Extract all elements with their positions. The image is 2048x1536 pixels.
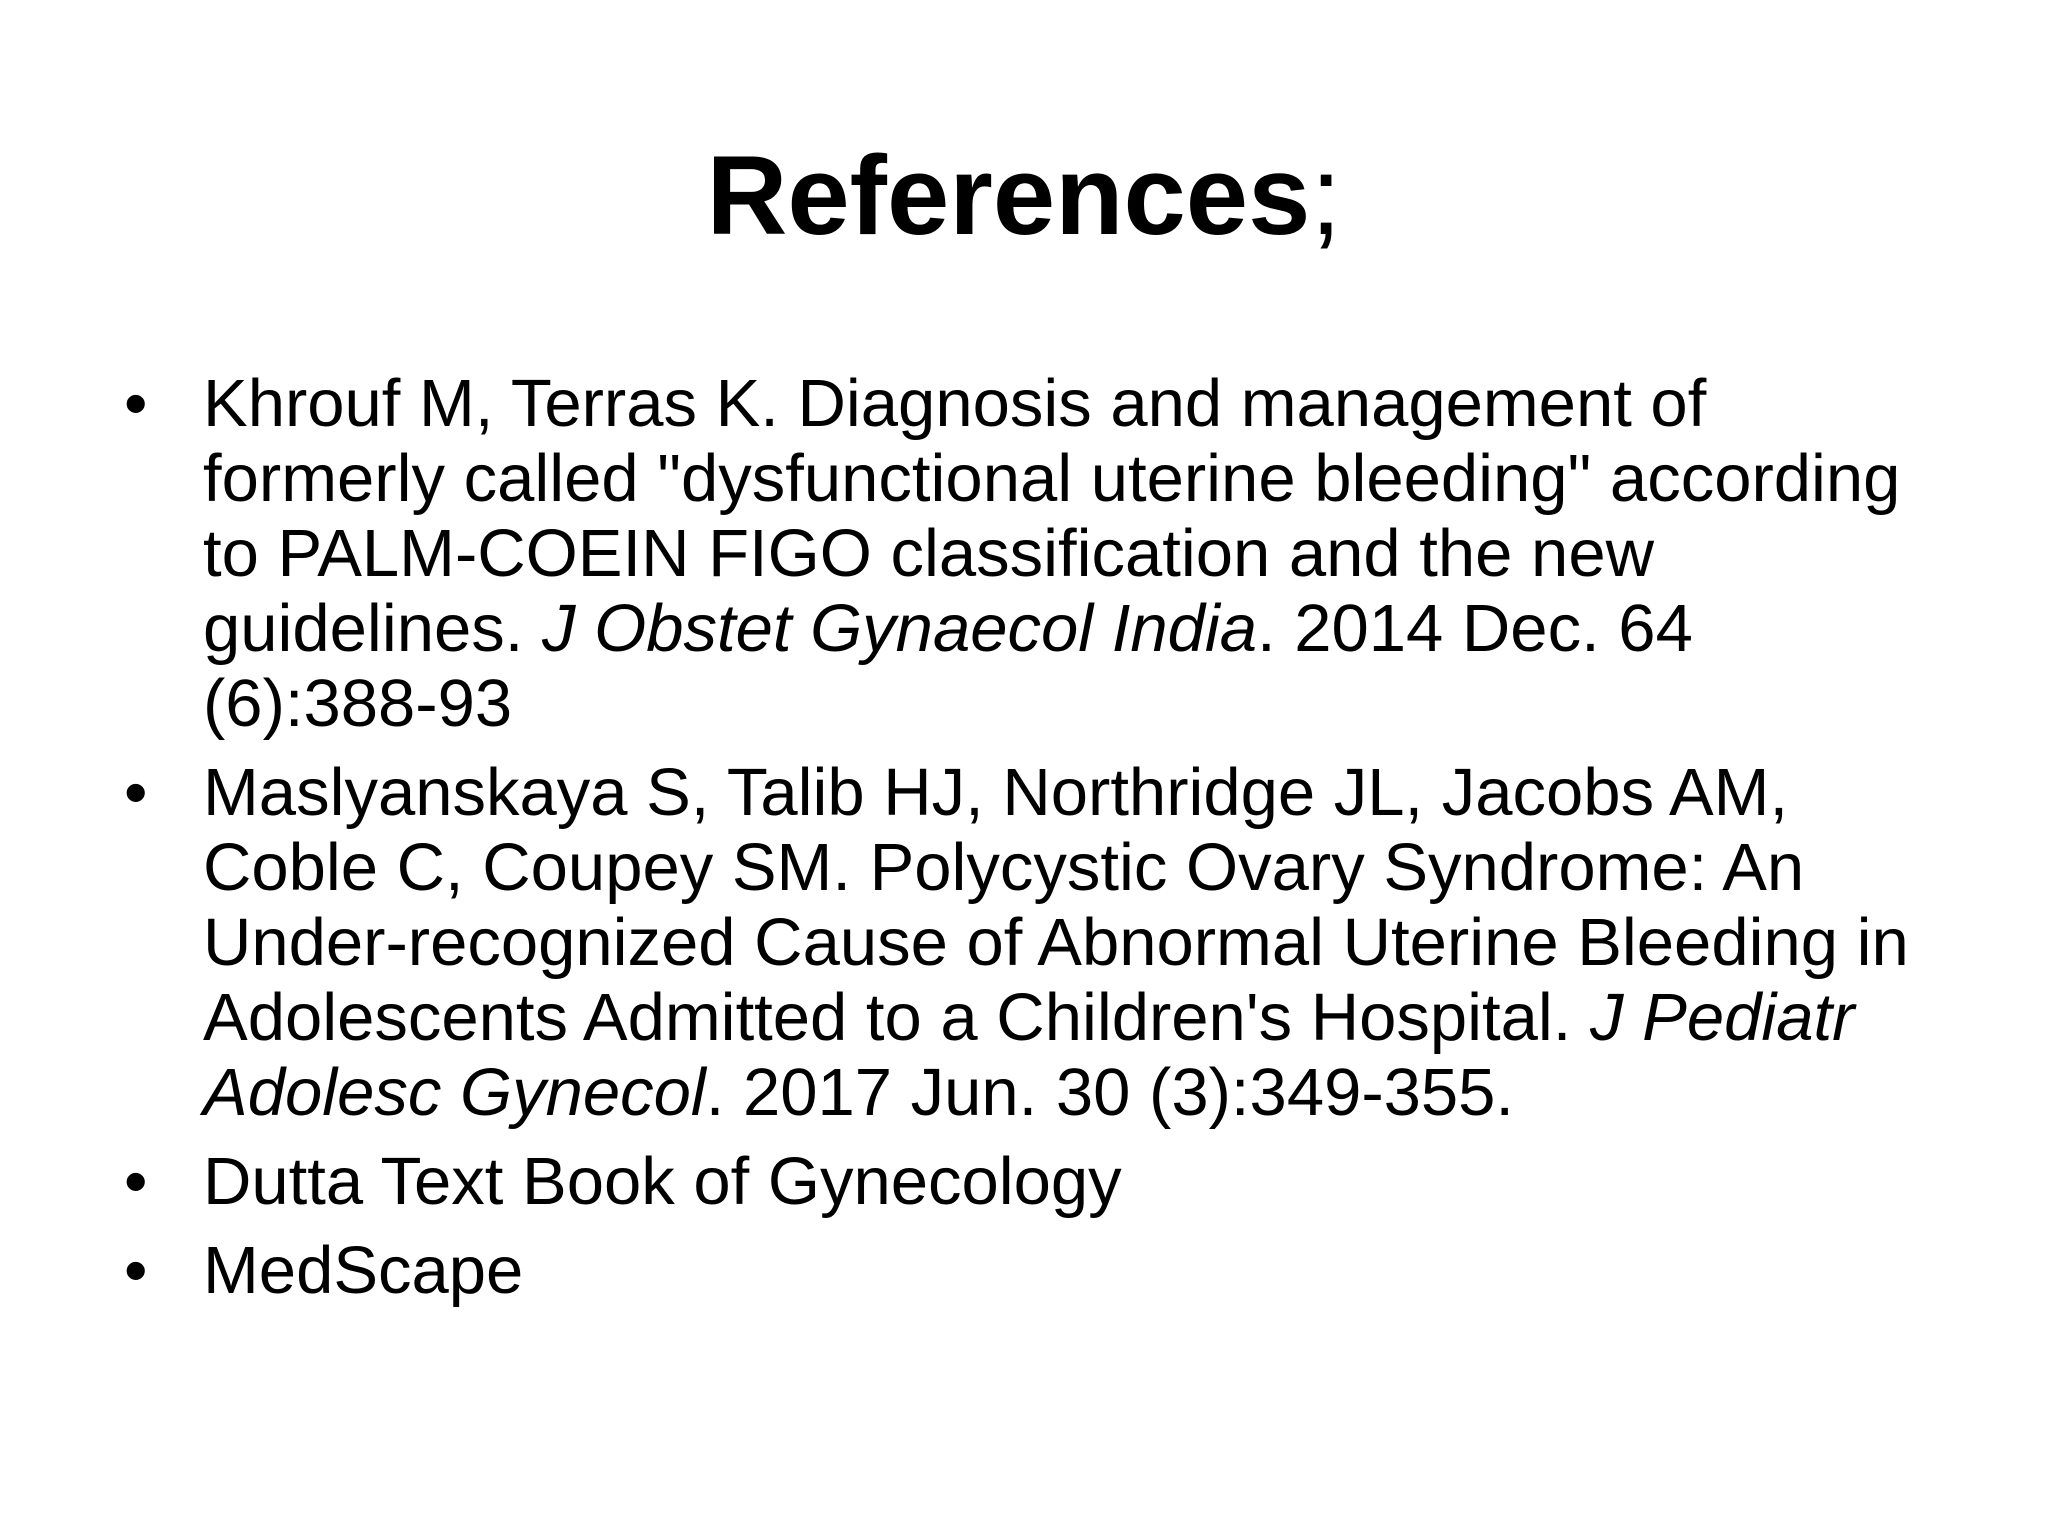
bullet-icon: •: [124, 755, 148, 830]
bullet-icon: •: [124, 1233, 148, 1308]
reference-journal: J Pediatr Adolesc Gynecol: [203, 980, 1855, 1130]
reference-journal: J Obstet Gynaecol India: [541, 591, 1258, 666]
bullet-icon: •: [124, 1144, 148, 1219]
bullet-icon: •: [124, 366, 148, 441]
reference-citation: . 2014 Dec. 64 (6):388-93: [203, 591, 1693, 741]
reference-text: Khrouf M, Terras K. Diagnosis and management of formerly called "dysfunctional uterine bleeding" according to PALM-COEIN FIGO classification and the new guidelines.: [203, 366, 1901, 666]
reference-list: [0, 366, 2048, 1322]
reference-item: [0, 1144, 1923, 1219]
slide-title-text: References: [706, 133, 1311, 258]
reference-text: Maslyanskaya S, Talib HJ, Northridge JL, Jacobs AM, Coble C, Coupey SM. Polycystic Ovary Syndrome: An Under-recognized Cause of Abnormal Uterine Bleeding in Adolescents Admitted to a Children's Hospital.: [203, 755, 1909, 1055]
reference-item: [0, 755, 1923, 1130]
reference-item: [0, 366, 1923, 741]
slide-title: [0, 128, 2048, 264]
reference-citation: . 2017 Jun. 30 (3):349-355.: [705, 1055, 1515, 1130]
reference-item: [0, 1233, 1923, 1308]
reference-text: MedScape: [203, 1233, 524, 1308]
slide-title-punctuation: ;: [1310, 133, 1342, 258]
reference-text: Dutta Text Book of Gynecology: [203, 1144, 1122, 1219]
